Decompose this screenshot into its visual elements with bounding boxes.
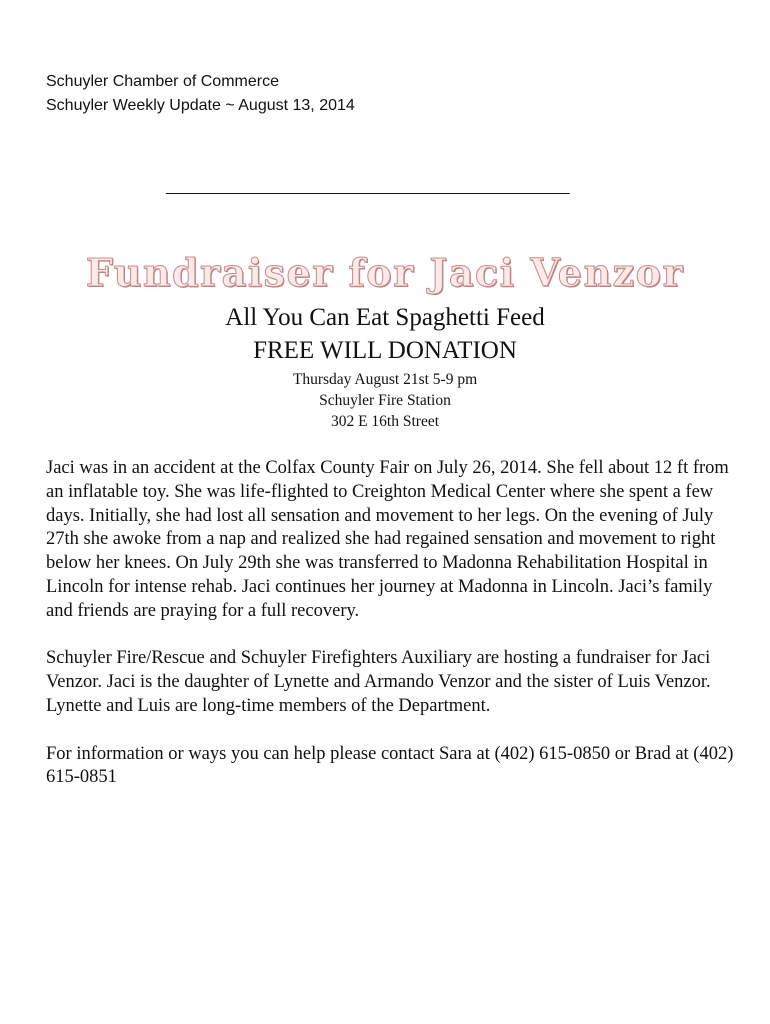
page-title: Fundraiser for Jaci Venzor: [85, 250, 685, 295]
event-subtitle: All You Can Eat Spaghetti Feed: [225, 304, 545, 331]
event-date-time: Thursday August 21st 5-9 pm: [292, 371, 478, 388]
event-venue: Schuyler Fire Station: [319, 392, 451, 409]
header-organization: Schuyler Chamber of Commerce: [46, 73, 279, 90]
donation-subtitle: FREE WILL DONATION: [253, 337, 517, 364]
divider-line: ________________________________________________: [166, 178, 570, 195]
header: [46, 70, 355, 118]
story-paragraph: Jaci was in an accident at the Colfax County Fair on July 26, 2014. She fell about 12 ft from an inflatable toy. She was life-flighted to Creighton Medical Center where she spent a few days. Initially, she had lost all sensation and movement to her legs. On the evening of July 27th she awoke from a nap and realized she had regained sensation and movement to right below her knees. On July 29th she was transferred to Madonna Rehabilitation Hospital in Lincoln for intense rehab. Jaci continues her journey at Madonna in Lincoln. Jaci’s family and friends are praying for a full recovery.: [46, 458, 729, 621]
body-text: [46, 457, 736, 814]
header-update-date: Schuyler Weekly Update ~ August 13, 2014: [46, 97, 355, 114]
contact-paragraph: For information or ways you can help please contact Sara at (402) 615-0850 or Brad at (402) 615-0851: [46, 743, 734, 788]
hosts-paragraph: Schuyler Fire/Rescue and Schuyler Firefighters Auxiliary are hosting a fundraiser for Jaci Venzor. Jaci is the daughter of Lynette and Armando Venzor and the sister of Luis Venzor. Lynette and Luis are long-time members of the Department.: [46, 648, 711, 716]
event-details: [0, 369, 770, 432]
event-address: 302 E 16th Street: [330, 413, 440, 430]
